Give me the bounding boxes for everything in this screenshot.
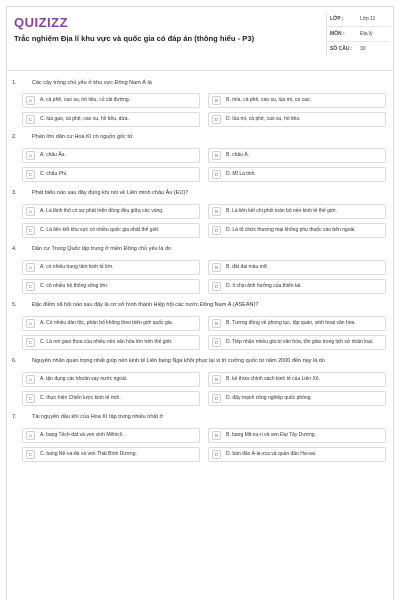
option-text: D. Tiếp nhận nhiều giá trị văn hóa, tôn giáo trong lịch sử nhân loại. — [226, 339, 374, 345]
answer-option-b[interactable] — [208, 204, 386, 219]
option-text: C. có nhiều hệ thống sông lớn. — [40, 283, 109, 289]
question-text: Tài nguyên dầu khí của Hoa Kì tập trung nhiều nhất ở — [32, 414, 164, 420]
answer-options — [22, 148, 386, 182]
question-number: 3. — [12, 190, 17, 196]
question-7 — [12, 414, 386, 462]
question-number: 6. — [12, 358, 17, 364]
question-number: 4. — [12, 246, 17, 252]
option-text: A. châu Âu. — [40, 152, 66, 158]
answer-options — [22, 428, 386, 462]
answer-option-b[interactable] — [208, 148, 386, 163]
answer-option-a[interactable] — [22, 260, 200, 275]
answer-option-a[interactable] — [22, 372, 200, 387]
option-text: D. ít chịu ảnh hưởng của thiên tai. — [226, 283, 302, 289]
option-letter-badge: C — [26, 115, 35, 124]
info-table — [326, 12, 389, 56]
option-text: B. mía, cà phê, cao su, lúa mì, ca cao. — [226, 97, 312, 103]
option-letter-badge: C — [26, 226, 35, 235]
info-label: LỚP : — [330, 16, 344, 22]
option-letter-badge: D — [212, 226, 221, 235]
answer-option-c[interactable] — [22, 112, 200, 127]
question-text: Đặc điểm xã hội nào sau đây là cơ sở hình thành Hiệp hội các nước Đông Nam Á (ASEAN)? — [32, 302, 259, 308]
option-letter-badge: A — [26, 319, 35, 328]
option-letter-badge: A — [26, 151, 35, 160]
answer-option-a[interactable] — [22, 93, 200, 108]
option-text: C. Là nơi giao thoa của nhiều nền văn hóa lớn trên thế giới. — [40, 339, 173, 345]
question-number: 7. — [12, 414, 17, 420]
option-letter-badge: D — [212, 115, 221, 124]
question-text: Các cây trồng chủ yếu ở khu vực Đông Nam Á là — [32, 80, 152, 86]
answer-option-b[interactable] — [208, 428, 386, 443]
answer-option-d[interactable] — [208, 335, 386, 350]
answer-option-d[interactable] — [208, 447, 386, 462]
option-text: C. Là liên kết khu vực có nhiều quốc gia nhất thế giới. — [40, 227, 160, 233]
option-letter-badge: A — [26, 96, 35, 105]
option-letter-badge: C — [26, 282, 35, 291]
question-list — [12, 80, 386, 462]
question-header — [12, 80, 386, 87]
answer-options — [22, 372, 386, 406]
option-text: B. Là liên kết chi phối toàn bộ nền kinh tế thế giới. — [226, 208, 337, 214]
option-text: A. tận dụng các khoản vay nước ngoài. — [40, 376, 128, 382]
option-text: A. bang Tếch-dát và ven vịnh Mêhicô. — [40, 432, 124, 438]
option-text: C. thực hiện Chiến lược kinh tế mới. — [40, 395, 121, 401]
question-5 — [12, 302, 386, 350]
question-2 — [12, 134, 386, 182]
answer-option-d[interactable] — [208, 279, 386, 294]
answer-option-c[interactable] — [22, 279, 200, 294]
option-text: B. đất đai màu mỡ. — [226, 264, 269, 270]
option-letter-badge: B — [212, 375, 221, 384]
option-text: D. lúa mì, cà phê, cao su, hồ tiêu. — [226, 116, 301, 122]
answer-options — [22, 260, 386, 294]
option-text: B. kế thừa chính sách kinh tế của Liên Xô. — [226, 376, 320, 382]
option-letter-badge: B — [212, 96, 221, 105]
option-letter-badge: D — [212, 282, 221, 291]
question-text: Phát biểu nào sau đây đúng khi nói về Liên minh châu Âu (EU)? — [32, 190, 189, 196]
option-letter-badge: A — [26, 375, 35, 384]
answer-option-a[interactable] — [22, 428, 200, 443]
option-letter-badge: C — [26, 338, 35, 347]
option-text: C. lúa gạo, cà phê, cao su, hồ tiêu, dừa. — [40, 116, 129, 122]
option-text: D. Là tổ chức thương mại không phụ thuộc vào bên ngoài. — [226, 227, 356, 233]
option-text: A. Là lãnh thổ có sự phát triển đồng đều giữa các vùng. — [40, 208, 164, 214]
option-letter-badge: D — [212, 170, 221, 179]
info-value: Lớp 11 — [360, 16, 376, 22]
question-header — [12, 414, 386, 421]
answer-option-b[interactable] — [208, 93, 386, 108]
option-text: B. bang Mit-xu-ri và ven Đại Tây Dương. — [226, 432, 316, 438]
option-letter-badge: A — [26, 263, 35, 272]
option-letter-badge: B — [212, 431, 221, 440]
info-label: MÔN : — [330, 31, 345, 37]
page-title: Trắc nghiệm Địa lí khu vực và quốc gia có đáp án (thông hiểu - P3) — [14, 34, 255, 43]
answer-options — [22, 93, 386, 127]
option-text: A. có nhiều trung tâm kinh tế lớn. — [40, 264, 114, 270]
worksheet-header — [6, 6, 394, 71]
option-letter-badge: D — [212, 394, 221, 403]
question-number: 2. — [12, 134, 17, 140]
option-letter-badge: D — [212, 450, 221, 459]
answer-option-b[interactable] — [208, 316, 386, 331]
option-text: A. Có nhiều dân tộc, phân bố không theo biên giới quốc gia. — [40, 320, 174, 326]
option-letter-badge: C — [26, 394, 35, 403]
question-header — [12, 246, 386, 253]
option-letter-badge: B — [212, 319, 221, 328]
option-text: D. đẩy mạnh công nghiệp quốc phòng. — [226, 395, 312, 401]
info-value: 30 — [360, 46, 366, 52]
option-letter-badge: A — [26, 207, 35, 216]
option-letter-badge: A — [26, 431, 35, 440]
question-text: Nguyên nhân quan trọng nhất giúp nền kinh tế Liên bang Nga khôi phục lại vị trí cường quốc từ năm 2000 đến nay là do — [32, 358, 325, 364]
answer-option-b[interactable] — [208, 260, 386, 275]
option-text: D. Mĩ La tinh. — [226, 171, 256, 177]
question-1 — [12, 80, 386, 127]
option-text: D. bán đảo A-la-xca và quần đảo Ha-oai. — [226, 451, 317, 457]
option-text: C. châu Phi. — [40, 171, 68, 177]
option-letter-badge: B — [212, 151, 221, 160]
option-text: C. bang Nê-va-đa và ven Thái Bình Dương. — [40, 451, 137, 457]
answer-option-a[interactable] — [22, 204, 200, 219]
option-letter-badge: B — [212, 263, 221, 272]
quizizz-logo: QUIZIZZ — [14, 15, 69, 30]
info-row-subject — [327, 27, 389, 42]
question-text: Dân cư Trung Quốc tập trung ở miền Đông chủ yếu là do — [32, 246, 172, 252]
question-header — [12, 358, 386, 365]
option-letter-badge: B — [212, 207, 221, 216]
answer-option-b[interactable] — [208, 372, 386, 387]
info-value: Địa lý — [360, 31, 373, 37]
question-header — [12, 302, 386, 309]
info-label: SỐ CÂU : — [330, 46, 353, 52]
answer-option-c[interactable] — [22, 167, 200, 182]
question-number: 1. — [12, 80, 17, 86]
question-text: Phần lớn dân cư Hoa Kì có nguồn gốc từ — [32, 134, 133, 140]
question-4 — [12, 246, 386, 294]
question-header — [12, 190, 386, 197]
answer-options — [22, 204, 386, 238]
option-letter-badge: C — [26, 450, 35, 459]
answer-option-c[interactable] — [22, 391, 200, 406]
question-6 — [12, 358, 386, 406]
answer-option-d[interactable] — [208, 223, 386, 238]
info-row-class — [327, 12, 389, 27]
option-text: B. châu Á. — [226, 152, 250, 158]
answer-option-c[interactable] — [22, 223, 200, 238]
answer-option-a[interactable] — [22, 316, 200, 331]
question-3 — [12, 190, 386, 238]
answer-option-c[interactable] — [22, 335, 200, 350]
answer-options — [22, 316, 386, 350]
info-row-count — [327, 42, 389, 56]
answer-option-d[interactable] — [208, 112, 386, 127]
question-number: 5. — [12, 302, 17, 308]
answer-option-d[interactable] — [208, 391, 386, 406]
option-text: A. cà phê, cao su, hồ tiêu, củ cải đường. — [40, 97, 131, 103]
question-header — [12, 134, 386, 141]
answer-option-a[interactable] — [22, 148, 200, 163]
option-text: B. Tương đồng về phong tục, tập quán, sinh hoạt văn hóa. — [226, 320, 356, 326]
answer-option-c[interactable] — [22, 447, 200, 462]
option-letter-badge: D — [212, 338, 221, 347]
option-letter-badge: C — [26, 170, 35, 179]
answer-option-d[interactable] — [208, 167, 386, 182]
